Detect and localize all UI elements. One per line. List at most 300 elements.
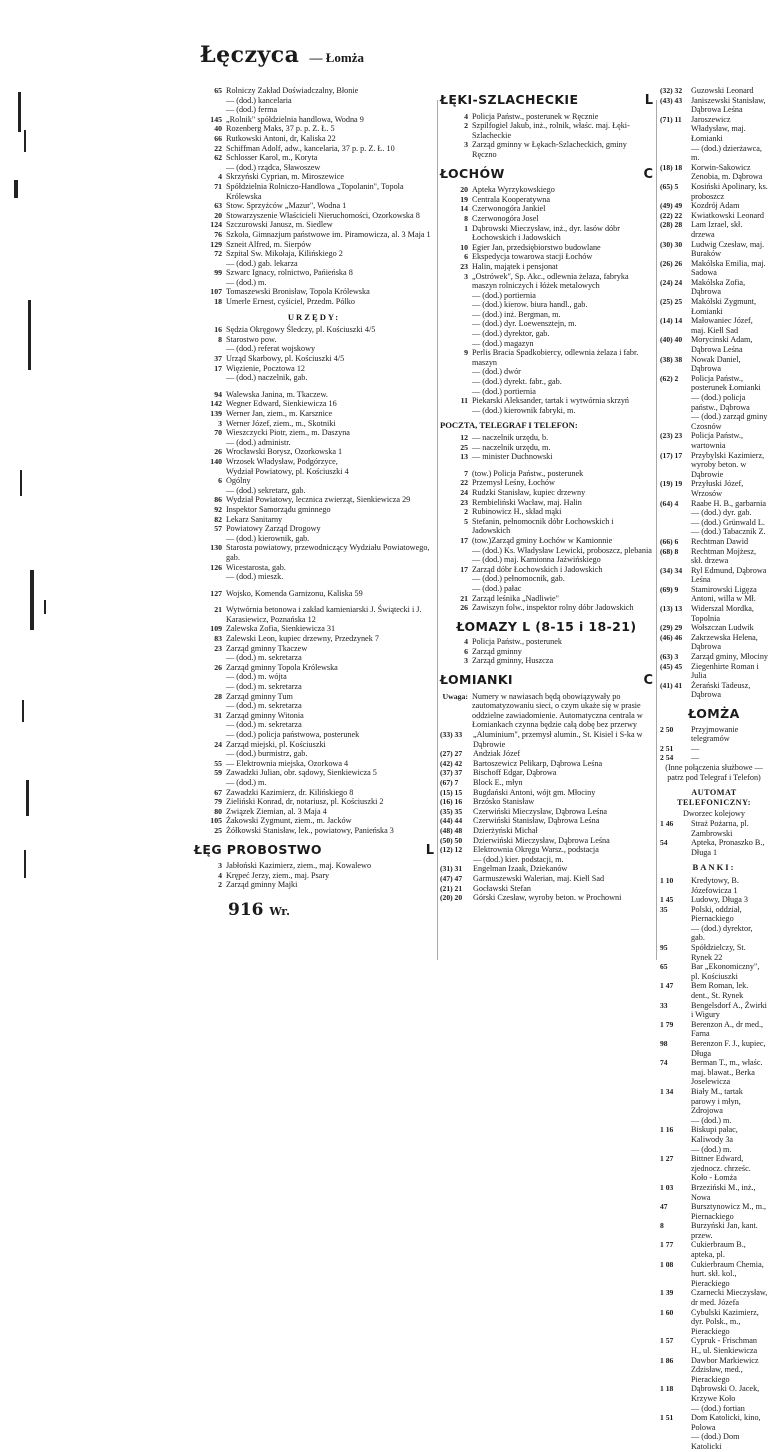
phone-number: 6 <box>218 476 222 486</box>
directory-entry <box>194 297 434 307</box>
phone-number: (43) 43 <box>660 95 683 105</box>
subscriber-text: Walewska Janina, m. Tkaczew. <box>226 389 328 399</box>
subscriber-text: Zarząd gminny Tum <box>226 691 293 701</box>
subscriber-text: Przyjmowanie telegramów <box>691 724 739 744</box>
directory-entry <box>194 268 434 278</box>
section-heading <box>440 672 653 689</box>
phone-number: (23) 23 <box>660 431 683 441</box>
phone-number: Uwaga: <box>442 691 468 701</box>
directory-entry <box>660 1039 768 1058</box>
directory-entry <box>660 1240 768 1259</box>
phone-number: 54 <box>660 838 668 848</box>
phone-number: 2 51 <box>660 743 674 753</box>
directory-entry <box>660 547 768 566</box>
directory-entry <box>660 393 768 412</box>
phone-number <box>194 163 226 173</box>
directory-entry <box>194 240 434 250</box>
section-heading <box>194 841 434 858</box>
subscriber-text: — (dod.) m. wójta <box>226 672 287 682</box>
phone-number <box>194 96 226 106</box>
subscriber-text: Zarząd dóbr Łochowskich i Jadowskich <box>472 564 603 574</box>
phone-number: 23 <box>214 643 222 653</box>
directory-entry <box>660 163 768 182</box>
subscriber-text: Piekarski Aleksander, tartak i wytwórnia skrzyń <box>472 396 630 406</box>
phone-number: 74 <box>660 1058 668 1068</box>
subscriber-text: — (dod.) m. <box>691 1144 732 1154</box>
directory-entry <box>440 140 653 159</box>
subscriber-text: Rudzki Stanisław, kupiec drzewny <box>472 487 586 497</box>
directory-entry <box>440 759 653 769</box>
phone-number <box>194 373 226 383</box>
phone-number: 70 <box>214 428 222 438</box>
directory-entry <box>660 566 768 585</box>
phone-number: (66) 6 <box>660 536 679 546</box>
subscriber-text: — (dod.) sekretarz, gab. <box>226 485 306 495</box>
directory-entry <box>194 259 434 269</box>
subscriber-text: Żółkowski Stanisław, lek., powiatowy, Panieńska 3 <box>226 825 394 835</box>
phone-number: 57 <box>214 524 222 534</box>
directory-entry <box>660 1384 768 1403</box>
subscriber-text: Szpilfogiel Jakub, inż., rolnik, właśc. maj. Łęki-Szlacheckie <box>472 121 630 140</box>
phone-number: (15) 15 <box>440 787 463 797</box>
subscriber-text: Żakowski Zygmunt, ziem., m. Jacków <box>226 816 352 826</box>
phone-number: 17 <box>214 363 222 373</box>
directory-entry <box>194 249 434 259</box>
subscriber-text: Policja Państw., posterunek w Ręcznie <box>472 111 599 121</box>
subscriber-text: — (dod.) m. sekretarza <box>226 720 302 730</box>
page-number <box>228 900 290 920</box>
phone-number: 33 <box>660 1000 668 1010</box>
subscriber-text: — (dod.) dzierżawca, m. <box>691 143 762 163</box>
phone-number <box>440 546 472 556</box>
phone-number: 2 54 <box>660 753 674 763</box>
subscriber-text: Makólski Zygmunt, Łomianki <box>691 297 757 316</box>
subscriber-text: Spółdzielczy, St. Rynek 22 <box>691 943 746 962</box>
subscriber-text: — (dod.) dyr. gab. <box>691 508 752 518</box>
directory-entry <box>194 605 434 624</box>
directory-entry <box>440 300 653 310</box>
directory-entry <box>194 230 434 240</box>
subscriber-text: Bem Roman, lek. dent., St. Rynek <box>691 981 749 1001</box>
directory-entry <box>194 335 434 345</box>
directory-entry <box>660 895 768 905</box>
directory-entry <box>440 603 653 613</box>
phone-number <box>194 749 226 759</box>
phone-number: 31 <box>214 710 222 720</box>
subscriber-text: Zarząd gminny Tkaczew <box>226 643 308 653</box>
phone-number: 26 <box>214 447 222 457</box>
subscriber-text: — (dod.) Dom Katolicki <box>691 1432 740 1451</box>
directory-entry <box>660 201 768 211</box>
phone-number <box>660 1116 691 1126</box>
section-heading <box>440 92 653 108</box>
phone-number: (30) 30 <box>660 239 683 249</box>
directory-entry <box>440 224 653 243</box>
directory-entry <box>660 744 768 754</box>
subscriber-text: Rembieliński Wacław, maj. Halin <box>472 497 582 507</box>
subscriber-text: Cukierbraum Chemia, hurt. skł. kol., Pierackiego <box>691 1259 764 1288</box>
subscriber-text: — (dod.) policja państwowa, posterunek <box>226 730 360 739</box>
phone-number: 2 <box>464 121 468 131</box>
section-letter: C <box>643 166 653 182</box>
subscriber-text: Ludwig Czesław, maj. Buraków <box>691 239 765 259</box>
directory-entry <box>660 1404 768 1414</box>
subscriber-text: Żerański Tadeusz, Dąbrowa <box>691 680 751 700</box>
phone-number: 82 <box>214 514 222 524</box>
phone-number: 18 <box>214 297 222 307</box>
subscriber-text: Lam Izrael, skł. drzewa <box>691 220 743 239</box>
section-letter: C <box>643 673 653 689</box>
directory-column-3 <box>660 86 768 1452</box>
phone-number: 99 <box>214 268 222 278</box>
subscriber-text: Andziak Józef <box>473 749 521 759</box>
phone-number: 22 <box>460 478 468 488</box>
subscriber-text: Rechtman Mojżesz, skł. drzewa <box>691 546 757 566</box>
section-heading <box>440 165 653 182</box>
directory-entry <box>440 768 653 778</box>
directory-entry <box>440 893 653 903</box>
phone-number <box>194 438 226 448</box>
subscriber-text: Guzowski Leonard <box>691 86 754 95</box>
subscriber-text: Stefanin, pełnomocnik dóbr Łochowskich i Jadowskich <box>472 516 614 536</box>
subscriber-text: — (dod.) kancelaria <box>226 95 292 105</box>
subscriber-text: Czerwonogóra Josel <box>472 213 539 223</box>
phone-number: 129 <box>210 239 222 249</box>
directory-entry <box>194 399 434 409</box>
directory-entry <box>440 329 653 339</box>
phone-number: 65 <box>214 86 222 95</box>
directory-entry <box>194 624 434 634</box>
phone-number: 21 <box>214 605 222 615</box>
phone-number: (48) 48 <box>440 825 463 835</box>
directory-entry <box>440 443 653 453</box>
directory-entry <box>660 240 768 259</box>
phone-number: (46) 46 <box>660 632 683 642</box>
subscriber-text: Zarząd gminny Topola Królewska <box>226 662 338 672</box>
directory-entry <box>194 653 434 663</box>
subscriber-text: Centrala Kooperatywna <box>472 194 550 204</box>
phone-number <box>194 259 226 269</box>
subscriber-text: — (dod.) m. <box>226 277 267 287</box>
directory-entry <box>660 431 768 450</box>
phone-number <box>194 467 226 477</box>
subscriber-text: Rolniczy Zakład Doświadczalny, Błonie <box>226 86 359 95</box>
subscriber-text: Wrocławski Borysz, Ozorkowska 1 <box>226 447 343 457</box>
phone-number: (24) 24 <box>660 277 683 287</box>
directory-entry <box>660 1288 768 1307</box>
directory-entry <box>660 876 768 895</box>
directory-entry <box>440 692 653 730</box>
directory-entry <box>660 1087 768 1116</box>
phone-number: 72 <box>214 249 222 259</box>
phone-number: (65) 5 <box>660 181 679 191</box>
directory-entry <box>660 652 768 662</box>
subscriber-text: Zarząd gminny w Łękach-Szlacheckich, gminy Ręczno <box>472 140 627 159</box>
subscriber-text: Widerszal Mordka, Topolnia <box>691 604 754 623</box>
directory-entry <box>194 634 434 644</box>
directory-entry <box>194 720 434 730</box>
subscriber-text: Egier Jan, przedsiębiorstwo budowlane <box>472 242 601 252</box>
phone-number <box>194 730 226 740</box>
phone-number: 95 <box>660 943 668 953</box>
directory-entry <box>440 112 653 122</box>
directory-entry <box>660 838 768 857</box>
subscriber-text: — (dod.) burmistrz, gab. <box>226 749 308 759</box>
phone-number: 3 <box>464 656 468 666</box>
directory-entry <box>440 195 653 205</box>
phone-number: (33) 33 <box>440 730 463 740</box>
directory-entry <box>440 339 653 349</box>
directory-entry <box>660 585 768 604</box>
subscriber-text: Berenzon A., dr med., Farna <box>691 1019 764 1039</box>
phone-number: 66 <box>214 133 222 143</box>
directory-entry <box>440 565 653 575</box>
directory-entry <box>660 1308 768 1337</box>
phone-number: 35 <box>660 904 668 914</box>
directory-entry <box>660 753 768 763</box>
subscriber-text: — (dod.) ferma <box>226 105 278 115</box>
phone-number: 124 <box>210 220 222 230</box>
phone-number <box>440 555 472 565</box>
phone-number: (31) 31 <box>440 864 463 874</box>
section-letter: L <box>425 842 434 858</box>
phone-number: 1 27 <box>660 1154 674 1164</box>
phone-number: 1 86 <box>660 1355 674 1365</box>
subscriber-text: (tow.)Zarząd gminy Łochów w Kamionnie <box>472 535 613 545</box>
directory-entry <box>194 220 434 230</box>
section-title: ŁĘG PROBOSTWO <box>194 841 322 857</box>
phone-number: 80 <box>214 806 222 816</box>
directory-entry <box>440 874 653 884</box>
subscriber-text: Szneit Alfred, m. Sierpów <box>226 239 312 249</box>
phone-number: (32) 32 <box>660 86 683 95</box>
subscriber-text: Bartoszewicz Pelikarp, Dąbrowa Leśna <box>473 758 603 768</box>
subscriber-text: Urząd Skarbowy, pl. Kościuszki 4/5 <box>226 354 345 364</box>
phone-number: 83 <box>214 634 222 644</box>
directory-entry <box>660 182 768 201</box>
spacer <box>194 383 434 390</box>
subscriber-text: Brzósko Stanisław <box>473 797 535 807</box>
directory-entry <box>194 495 434 505</box>
subscriber-text: — (dod.) m. <box>691 1115 732 1125</box>
phone-number: 21 <box>460 593 468 603</box>
directory-entry <box>194 409 434 419</box>
subscriber-text: Bengelsdorf A., Żwirki i Wigury <box>691 1000 767 1020</box>
directory-entry <box>194 182 434 201</box>
subscriber-text: — (dod.) dwór <box>472 367 521 377</box>
subscriber-text: Cukierbraum B., apteka, pl. <box>691 1240 746 1260</box>
subscriber-text: — (dod.) m. sekretarza <box>226 682 302 692</box>
phone-number <box>194 701 226 711</box>
directory-entry <box>194 807 434 817</box>
phone-number: (40) 40 <box>660 335 683 345</box>
phone-number: 2 <box>218 880 222 890</box>
subscriber-text: — (dod.) administr. <box>226 437 291 447</box>
phone-number <box>194 682 226 692</box>
subscriber-text: — (dod.) referat wojskowy <box>226 344 316 354</box>
subscriber-text: — (dod.) dyrektor, gab. <box>691 923 753 943</box>
subscriber-text: Burzyński Jan, kant. przew. <box>691 1221 758 1240</box>
phone-number: (47) 47 <box>440 873 463 883</box>
subscriber-text: — (dod.) Grünwald L. <box>691 517 765 527</box>
directory-entry <box>194 572 434 582</box>
subscriber-text: Stamirowski Ligęza Antoni, willa w Mł. <box>691 584 757 604</box>
directory-entry <box>440 433 653 443</box>
directory-entry <box>660 681 768 700</box>
directory-entry <box>660 1432 768 1451</box>
phone-number: (64) 4 <box>660 498 679 508</box>
subscriber-text: Powiatowy Zarząd Drogowy <box>226 524 321 534</box>
column-divider <box>437 100 438 960</box>
city-title: Łęczyca <box>200 42 300 68</box>
subscriber-text: Dawbor Markiewicz Zdzisław, med., Pierackiego <box>691 1355 759 1384</box>
phone-number: 10 <box>460 242 468 252</box>
phone-number <box>440 584 472 594</box>
directory-entry <box>660 662 768 681</box>
directory-entry <box>440 377 653 387</box>
directory-entry <box>660 335 768 354</box>
subscriber-text: Berman T., m., właśc. maj. blawat., Berka Joselewicza <box>691 1058 763 1087</box>
subscriber-text: Engelman Izaak, Dziekanów <box>473 864 568 874</box>
phone-number: 105 <box>210 816 222 826</box>
phone-number: 140 <box>210 456 222 466</box>
directory-entry <box>194 711 434 721</box>
subscriber-text: Garmuszewski Walerian, maj. Kiełl Sad <box>473 873 605 883</box>
phone-number <box>660 393 691 412</box>
phone-number: 55 <box>214 758 222 768</box>
directory-entry <box>194 134 434 144</box>
subscriber-text: Szkoła, Gimnazjum państwowe im. Piramowicza, al. 3 Maja 1 <box>226 229 431 239</box>
directory-entry <box>440 507 653 517</box>
phone-number: 4 <box>464 111 468 121</box>
phone-number: 9 <box>464 348 468 358</box>
subscriber-text: Apteka, Pronaszko B., Długa 1 <box>691 838 765 857</box>
phone-number: (45) 45 <box>660 661 683 671</box>
phone-number: 142 <box>210 399 222 409</box>
directory-entry <box>194 86 434 96</box>
directory-entry <box>194 153 434 163</box>
phone-number <box>440 310 472 320</box>
directory-entry <box>194 419 434 429</box>
subscriber-text: Wieszczycki Piotr, ziem., m. Daszyna <box>226 428 350 438</box>
directory-entry <box>660 1145 768 1155</box>
subscriber-text: Dąbrowski O. Jacek, Krzywe Koło <box>691 1384 760 1403</box>
phone-number <box>660 1145 691 1155</box>
subscriber-text: Szpital Sw. Mikołaja, Kilińskiego 2 <box>226 249 343 259</box>
phone-number: (20) 20 <box>440 893 463 903</box>
phone-number: 94 <box>214 389 222 399</box>
subscriber-text: Małowaniec Józef, maj. Kiełl Sad <box>691 316 753 335</box>
subsection-heading: AUTOMAT TELEFONICZNY: <box>677 788 751 807</box>
directory-entry <box>194 749 434 759</box>
phone-number <box>440 377 472 387</box>
directory-entry <box>194 740 434 750</box>
phone-number <box>440 574 472 584</box>
subscriber-text: — (dod.) pełnomocnik, gab. <box>472 574 565 584</box>
directory-entry <box>660 537 768 547</box>
phone-number: 17 <box>460 564 468 574</box>
directory-entry <box>660 451 768 480</box>
subscriber-text: Numery w nawiasach będą obowiązywały po zautomatyzowaniu sieci, o czym ukaże się w prasie oddzielne zawiadomienie. Automatyczna centrala w Łomiankach czynna będzie całą dobę bez przerwy <box>472 691 643 730</box>
directory-entry <box>194 644 434 654</box>
page-header <box>200 42 364 82</box>
phone-number <box>440 855 473 865</box>
directory-entry <box>194 672 434 682</box>
directory-entry <box>660 623 768 633</box>
subscriber-text: Korwin-Sakowicz Zenobia, m. Dąbrowa <box>691 162 763 182</box>
directory-entry <box>440 214 653 224</box>
directory-entry <box>194 163 434 173</box>
directory-entry <box>194 211 434 221</box>
subscriber-text: Czarnecki Mieczysław, dr med. Józefa <box>691 1288 768 1308</box>
subscriber-text: Zawadzki Kazimierz, dr. Kilińskiego 8 <box>226 787 354 797</box>
directory-entry <box>440 387 653 397</box>
phone-number: 23 <box>460 261 468 271</box>
subscriber-text: — (dod.) m. sekretarza <box>226 653 302 663</box>
phone-number: 8 <box>464 213 468 223</box>
subscriber-text: Cypruk - Frischman H., ul. Sienkiewicza <box>691 1336 758 1355</box>
subscriber-text: Jabłoński Kazimierz, ziem., maj. Kowalewo <box>226 861 372 871</box>
subscriber-text: Wojsko, Komenda Garnizonu, Kaliska 59 <box>226 588 363 598</box>
subscriber-text: Rubinowicz H., skład mąki <box>472 507 562 517</box>
region-label: — Łomża <box>309 50 364 65</box>
subscriber-text: Wydział Powiatowy, lecznica zwierząt, Sienkiewicza 29 <box>226 495 411 505</box>
subscriber-text: Bar „Ekonomiczny", pl. Kościuszki <box>691 962 760 981</box>
subscriber-text: — <box>691 743 700 753</box>
subscriber-text: Cybulski Kazimierz, dyr. Polsk., m., Pierackiego <box>691 1307 759 1336</box>
section-title: ŁOMAZY L (8-15 i 18-21) <box>456 618 637 634</box>
phone-number: (42) 42 <box>440 758 463 768</box>
phone-number: (49) 49 <box>660 201 683 211</box>
subscriber-text: Perlis Bracia Spadkobiercy, odlewnia żelaza i fabr. maszyn <box>472 348 639 367</box>
phone-number: (37) 37 <box>440 768 463 778</box>
subscriber-text: Block E., młyn <box>473 778 523 787</box>
subscriber-text: Kwiatkowski Leonard <box>691 210 764 220</box>
directory-entry <box>440 836 653 846</box>
directory-entry <box>660 518 768 528</box>
directory-entry <box>440 272 653 291</box>
phone-number <box>194 486 226 496</box>
subscriber-text: Zarząd leśnika „Nadliwie" <box>472 593 559 603</box>
phone-number: 1 51 <box>660 1413 674 1423</box>
directory-entry <box>440 488 653 498</box>
section-title: ŁOMŻA <box>688 706 740 721</box>
subscriber-text: — (dod.) mieszk. <box>226 572 284 582</box>
subscriber-text: Czerwiński Stanisław, Dąbrowa Leśna <box>473 816 600 826</box>
directory-entry <box>194 505 434 515</box>
subscriber-text: Zarząd gminny <box>472 646 522 656</box>
phone-number: (12) 12 <box>440 845 463 855</box>
phone-number: 126 <box>210 562 222 572</box>
directory-entry <box>660 316 768 335</box>
phone-number: (13) 13 <box>660 604 683 614</box>
directory-entry <box>440 478 653 488</box>
subscriber-text: Umerle Ernest, cyśiciel, Przedm. Pólko <box>226 297 355 307</box>
phone-number: (21) 21 <box>440 883 463 893</box>
phone-number: 63 <box>214 201 222 211</box>
phone-number: (41) 41 <box>660 680 683 690</box>
directory-entry <box>660 924 768 943</box>
subscriber-text: Więzienie, Pocztowa 12 <box>226 363 306 373</box>
phone-number: 59 <box>214 768 222 778</box>
directory-entry <box>194 373 434 383</box>
directory-entry <box>440 121 653 140</box>
subscriber-text: Sędzia Okręgowy Śledczy, pl. Kościuszki 4/5 <box>226 325 376 335</box>
subscriber-text: Ziegenhirte Roman i Julia <box>691 661 759 681</box>
directory-entry <box>194 778 434 788</box>
phone-number: 65 <box>660 962 668 972</box>
directory-entry <box>660 144 768 163</box>
